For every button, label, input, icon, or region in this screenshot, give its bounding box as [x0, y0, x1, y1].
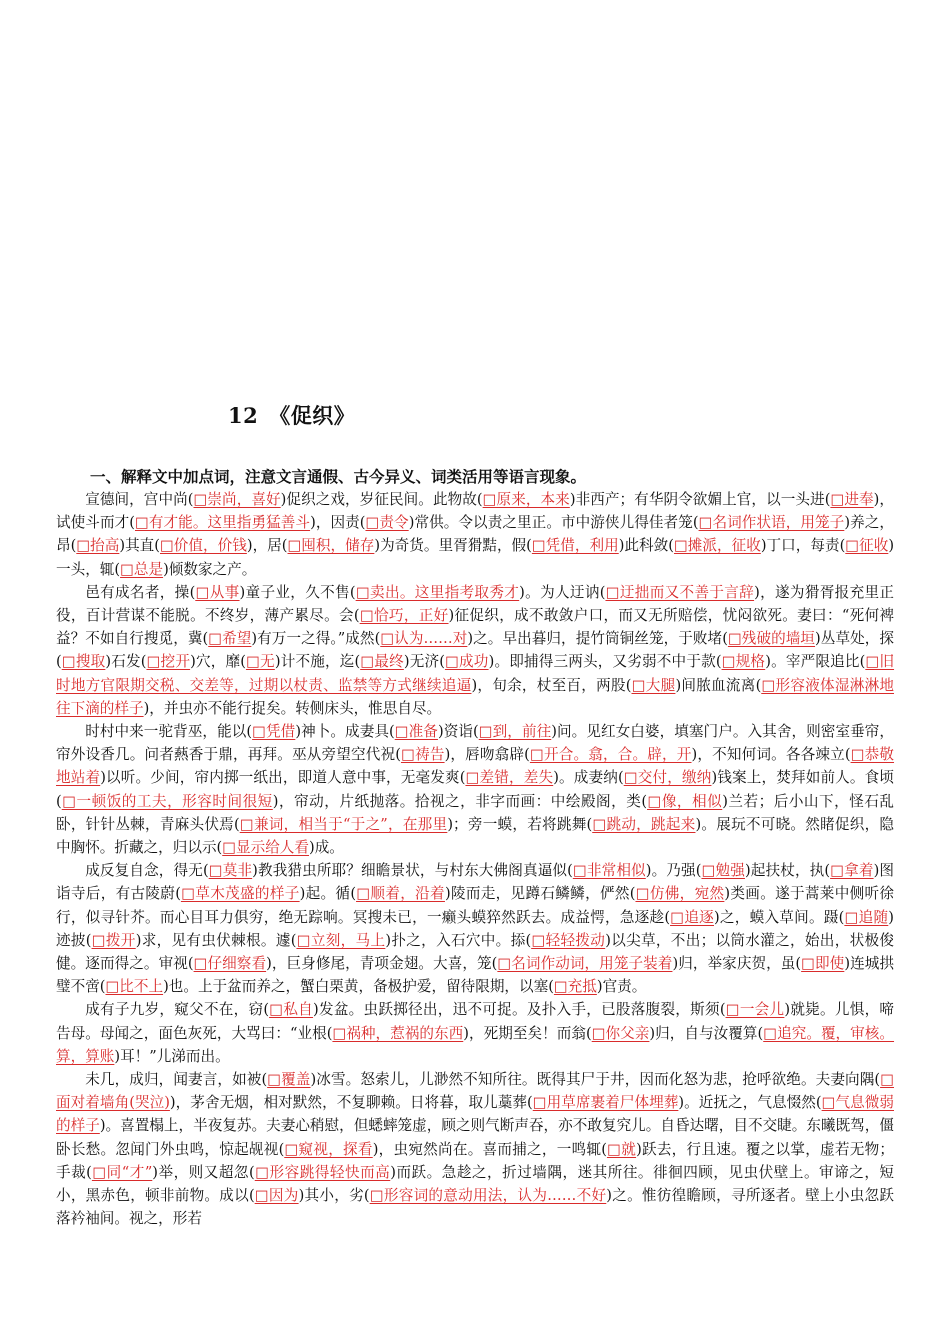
gloss-answer: □追逐: [670, 908, 714, 926]
gloss-answer: □充抵: [553, 978, 597, 996]
source-text: )促织之戏，岁征民间。此物故(: [280, 491, 483, 508]
gloss-answer: □祷告: [400, 746, 445, 764]
source-text: )。展玩不可晓。然睹促织，隐中胸怀。折藏之，归以示(: [56, 815, 894, 857]
gloss-answer: □即使: [801, 955, 845, 973]
gloss-answer: □无: [245, 653, 275, 671]
gloss-answer: □覆盖: [267, 1071, 311, 1089]
gloss-answer: □摊派，征收: [673, 537, 761, 555]
source-text: )童子业，久不售(: [239, 583, 356, 601]
source-text: )。为人迂讷(: [519, 583, 606, 601]
paragraph: [56, 488, 894, 581]
paragraph: [56, 1068, 894, 1230]
source-text: )成。: [309, 839, 344, 857]
source-text: )石发(: [105, 653, 147, 671]
source-text: 未几，成归，闻妻言，如被(: [85, 1071, 268, 1089]
paragraph: [56, 581, 894, 720]
source-text: 成反复自念，得无(: [85, 862, 209, 880]
source-text: )为奇货。里胥猾黠，假(: [374, 537, 532, 555]
source-text: )发盆。虫跃掷径出，迅不可捉。及扑入手，已股落腹裂，斯须(: [313, 1001, 726, 1019]
section-heading: 一、解释文中加点词，注意文言通假、古今异义、词类活用等语言现象。: [90, 468, 587, 486]
gloss-answer: □卖出。这里指考取秀才: [355, 583, 520, 601]
gloss-answer: □恭敬地站着: [56, 746, 895, 787]
gloss-answer: □私自: [269, 1001, 314, 1019]
source-text: )，死期至矣！而翁(: [463, 1024, 592, 1042]
source-text: )归，举家庆贺，虽(: [672, 955, 802, 973]
gloss-answer: □窥视，探看: [284, 1140, 373, 1158]
source-text: )丁口，每责(: [760, 537, 846, 555]
paragraph: [56, 720, 894, 859]
gloss-answer: □认为……对: [380, 630, 468, 648]
source-text: )。成妻纳(: [553, 769, 624, 787]
gloss-answer: □规格: [721, 653, 766, 671]
gloss-answer: □勉强: [701, 862, 745, 880]
gloss-answer: □气息微弱的样子: [56, 1094, 894, 1135]
gloss-answer: □希望: [208, 630, 252, 648]
gloss-answer: □进奉: [830, 491, 874, 508]
source-text: )就毙。儿惧，啼告母。母闻之，面色灰死，大骂曰：“业根(: [56, 1001, 895, 1042]
source-text: )，虫宛然尚在。喜而捕之，一鸣辄(: [372, 1140, 607, 1158]
gloss-answer: □形容液体湿淋淋地往下滴的样子: [56, 676, 894, 717]
gloss-answer: □非常相似: [572, 862, 646, 880]
source-text: )。喜置榻上，半夜复苏。夫妻心稍慰，但蟋蟀笼虚，顾之则气断声吞，亦不敢复究儿。自昏达曙，目不交睫。东曦既驾，僵卧长愁。忽闻门外虫鸣，惊起觇视(: [56, 1117, 894, 1158]
gloss-answer: □原来，本来: [482, 491, 570, 508]
source-text: )，茅舍无烟，相对默然，不复聊赖。日将暮，取儿藁葬(: [169, 1094, 533, 1112]
source-text: )，居(: [246, 537, 288, 555]
source-text: )，旬余，杖至百，两股(: [471, 676, 632, 694]
gloss-answer: □从事: [195, 583, 240, 601]
gloss-answer: □差错，差失: [465, 769, 554, 787]
gloss-answer: □仿佛，宛然: [635, 885, 725, 903]
source-text: )耳！”儿涕而出。: [114, 1047, 230, 1065]
gloss-answer: □仔细察看: [193, 955, 267, 973]
gloss-answer: □残破的墙垣: [727, 630, 816, 648]
gloss-answer: □迂拙而又不善于言辞: [605, 583, 755, 601]
gloss-answer: □名词作动词，用笼子装着: [497, 955, 673, 973]
gloss-answer: □就: [606, 1140, 637, 1158]
annotated-text: [56, 488, 894, 1231]
gloss-answer: □旧时地方官限期交税、交差等，过期以杖责、监禁等方式继续追逼: [56, 653, 895, 694]
gloss-answer: □到，前往: [478, 723, 552, 741]
gloss-answer: □大腿: [631, 676, 676, 694]
source-text: )穴，靡(: [190, 653, 246, 671]
source-text: 邑有成名者，操(: [85, 583, 196, 601]
source-text: )起。循(: [299, 885, 357, 903]
source-text: )。即捕得三两头，又劣弱不中于款(: [488, 653, 722, 671]
gloss-answer: □追随: [844, 908, 889, 926]
gloss-answer: □顺着，沿着: [356, 885, 445, 903]
gloss-answer: □因为: [254, 1187, 299, 1205]
source-text: )之。早出暮归，提竹筒铜丝笼，于败堵(: [467, 630, 728, 648]
source-text: )以尖草，不出；以筒水灌之，始出，状极俊健。逐而得之。审视(: [56, 931, 895, 973]
source-text: )，帘动，片纸抛落。拾视之，非字而画：中绘殿阁，类(: [272, 792, 648, 810]
source-text: )，并虫亦不能行捉矣。转侧床头，惟思自尽。: [143, 699, 442, 717]
source-text: )养之，昂(: [56, 514, 894, 555]
gloss-answer: □交付，缴纳: [623, 769, 712, 787]
source-text: )教我猎虫所耶？细瞻景状，与村东大佛阁真逼似(: [252, 862, 573, 880]
gloss-answer: □兼词，相当于“于之”，在那里: [239, 815, 448, 833]
source-text: )陵而走，见蹲石鳞鳞，俨然(: [444, 885, 636, 903]
source-text: )冰雪。怒索儿，儿渺然不知所往。既得其尸于井，因而化怒为悲，抢呼欲绝。夫妻向隅(: [310, 1071, 881, 1089]
source-text: )也。上于盆而养之，蟹白栗黄，备极护爱，留待限期，以塞(: [163, 978, 554, 996]
source-text: )求，见有虫伏棘根。遽(: [135, 931, 297, 949]
gloss-answer: □最终: [360, 653, 404, 671]
source-text: )之，蟆入草间。蹑(: [714, 908, 845, 926]
source-text: )兰若；后小山下，怪石乱卧，针针丛棘，青麻头伏焉(: [56, 792, 895, 833]
source-text: )计不施，迄(: [274, 653, 361, 671]
source-text: )扑之，入石穴中。掭(: [385, 931, 532, 949]
source-text: )图诣寺后，有古陵蔚(: [56, 862, 894, 903]
source-text: )神卜。成妻具(: [295, 723, 395, 741]
source-text: )，因责(: [310, 514, 366, 532]
source-text: )问。见红女白婆，填塞门户。入其舍，则密室垂帘，帘外设香几。问者爇香于鼎，再拜。巫从旁望空代祝(: [56, 723, 895, 764]
source-text: )类画。遂于蒿莱中侧听徐行，似寻针芥。而心目耳力俱穷，绝无踪响。冥搜未已，一癞头蟆猝然跃去。成益愕，急逐趁(: [56, 885, 894, 926]
lesson-title: 12 《促织》: [228, 403, 356, 428]
source-text: )迹披(: [56, 908, 894, 949]
gloss-answer: □征收: [845, 537, 889, 555]
gloss-answer: □成功: [444, 653, 489, 671]
source-text: )连城拱璧不啻(: [56, 955, 894, 996]
source-text: )跃去，行且速。覆之以掌，虚若无物；手裁(: [56, 1140, 894, 1181]
gloss-answer: □囤积，储存: [287, 537, 375, 555]
gloss-answer: □显示给人看: [222, 839, 309, 857]
source-text: )有万一之得。”成然(: [251, 630, 381, 648]
gloss-answer: □开合。翕，合。辟，开: [529, 746, 692, 764]
source-text: )举，则又超忽(: [152, 1163, 255, 1181]
source-text: )，遂为猾胥报充里正役，百计营谋不能脱。不终岁，薄产累尽。会(: [56, 583, 894, 625]
gloss-answer: □祸种，惹祸的东西: [332, 1024, 464, 1042]
source-text: )归，自与汝覆算(: [649, 1024, 764, 1042]
source-text: )。宰严限追比(: [765, 653, 866, 671]
gloss-answer: □你父亲: [591, 1024, 650, 1042]
source-text: )；旁一蟆，若将跳舞(: [447, 815, 593, 833]
gloss-answer: □比不上: [105, 978, 164, 996]
source-text: )征促织，成不敢敛户口，而又无所赔偿，忧闷欲死。妻曰：“死何裨益？不如自行搜觅，冀(: [56, 607, 894, 648]
source-text: )此科敛(: [618, 537, 674, 555]
gloss-answer: □草木茂盛的样子: [180, 885, 300, 903]
gloss-answer: □拿着: [830, 862, 874, 880]
gloss-answer: □责令: [365, 514, 409, 532]
gloss-answer: □准备: [394, 723, 438, 741]
source-text: )常供。令以责之里正。市中游侠儿得佳者笼(: [408, 514, 699, 532]
source-text: )，不知何词。各各竦立(: [691, 746, 851, 764]
source-text: )倾数家之产。: [163, 560, 257, 578]
gloss-answer: □凭借: [252, 723, 296, 741]
gloss-answer: □搜取: [61, 653, 106, 671]
source-text: )，巨身修尾，青项金翅。大喜，笼(: [266, 955, 498, 973]
gloss-answer: □立刻，马上: [296, 931, 386, 949]
gloss-answer: □价值，价钱: [159, 537, 247, 555]
source-text: )钱案上，焚拜如前人。食顷(: [56, 769, 894, 810]
source-text: )无济(: [403, 653, 445, 671]
source-text: )，唇吻翕辟(: [444, 746, 530, 764]
source-text: )。近抚之，气息惙然(: [678, 1094, 822, 1112]
paragraph: [56, 859, 894, 998]
source-text: )官责。: [596, 978, 647, 996]
gloss-answer: □同“才”: [91, 1163, 153, 1181]
gloss-answer: □总是: [120, 560, 164, 578]
source-text: )而跃。急趁之，折过墙隅，迷其所往。徘徊四顾，见虫伏壁上。审谛之，短小，黑赤色，顿非前物。成以(: [56, 1163, 895, 1205]
document-body: [56, 466, 894, 1231]
source-text: )以听。少间，帘内掷一纸出，即道人意中事，无毫发爽(: [100, 769, 466, 787]
gloss-answer: □形容跳得轻快而高: [254, 1163, 391, 1181]
gloss-answer: □跳动，跳起来: [592, 815, 696, 833]
gloss-answer: □像，相似: [647, 792, 723, 810]
source-text: )其直(: [119, 537, 160, 555]
source-text: 时村中来一驼背巫，能以(: [85, 723, 253, 741]
gloss-answer: □凭借，利用: [531, 537, 619, 555]
source-text: )丛草处，探(: [56, 630, 894, 671]
source-text: )，试使斗而才(: [56, 491, 894, 532]
gloss-answer: □用草席裹着尸体埋葬: [532, 1094, 679, 1112]
source-text: )起扶杖，执(: [744, 862, 831, 880]
source-text: )其小，劣(: [298, 1187, 370, 1205]
gloss-answer: □崇尚，喜好: [193, 491, 281, 508]
source-text: 宣德间，宫中尚(: [85, 491, 194, 508]
gloss-answer: □有才能。这里指勇猛善斗: [134, 514, 311, 532]
gloss-answer: □形容词的意动用法，认为……不好: [369, 1187, 607, 1205]
gloss-answer: □名词作状语，用笼子: [698, 514, 845, 532]
gloss-answer: □莫非: [208, 862, 253, 880]
gloss-answer: □面对着墙角(哭泣): [56, 1071, 894, 1112]
source-text: )非西产；有华阴令欲媚上官，以一头进(: [569, 491, 831, 508]
gloss-answer: □一会儿: [725, 1001, 785, 1019]
gloss-answer: □恰巧，正好: [359, 607, 449, 625]
source-text: )。乃强(: [645, 862, 702, 880]
gloss-answer: □一顿饭的工夫，形容时间很短: [61, 792, 273, 810]
source-text: )资诣(: [437, 723, 479, 741]
paragraph: [56, 998, 894, 1068]
source-text: 成有子九岁，窥父不在，窃(: [85, 1001, 270, 1019]
gloss-answer: □拨开: [91, 931, 136, 949]
gloss-answer: □挖开: [146, 653, 191, 671]
source-text: )一头，辄(: [56, 537, 895, 578]
gloss-answer: □追究。覆，审核。算，算账: [56, 1024, 895, 1065]
gloss-answer: □轻轻拨动: [531, 931, 606, 949]
gloss-answer: □抬高: [76, 537, 120, 555]
source-text: )之。惟彷徨瞻顾，寻所逐者。壁上小虫忽跃落衿袖间。视之，形若: [56, 1187, 894, 1228]
source-text: )间脓血流离(: [675, 676, 762, 694]
